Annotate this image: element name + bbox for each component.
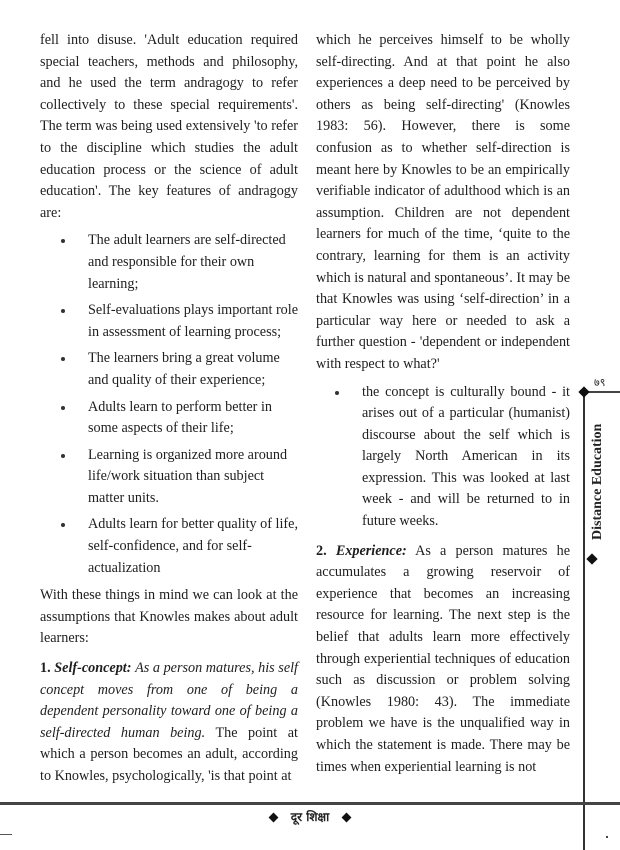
list-item: The learners bring a great volume and quality of their experience; (40, 348, 298, 391)
left-column (40, 30, 298, 788)
list-item: the concept is culturally bound - it arises out of a particular (humanist) discourse about the self which is largely North American in its expression. This was looked at last week - and will be returned to in future weeks. (316, 382, 570, 533)
diamond-left-icon (268, 813, 278, 823)
section-number: 2. (316, 542, 327, 559)
assumptions-paragraph: With these things in mind we can look at the assumptions that Knowles makes about adult learners: (40, 587, 298, 647)
diamond-ornament-icon (586, 553, 597, 564)
footer-title: दूर शिक्षा (290, 810, 330, 824)
andragogy-features-list (40, 230, 298, 579)
criticism-list (316, 382, 570, 533)
section-heading: Self-concept: (54, 660, 132, 677)
list-item: The adult learners are self-directed and responsible for their own learning; (40, 230, 298, 295)
section-self-concept (40, 658, 298, 788)
right-column (316, 30, 570, 778)
margin-mark (0, 834, 12, 835)
page-number: ७९ (594, 376, 606, 389)
diamond-ornament-icon (578, 386, 589, 397)
list-item: Adults learn for better quality of life, self-confidence, and for self-actualization (40, 514, 298, 579)
sidebar-vertical-rule (583, 392, 585, 850)
section-experience (316, 541, 570, 779)
list-item: Self-evaluations plays important role in assessment of learning process; (40, 300, 298, 343)
list-item: Adults learn to perform better in some aspects of their life; (40, 397, 298, 440)
footer-rule (0, 802, 620, 805)
section-heading: Experience: (335, 542, 407, 559)
list-item: Learning is organized more around life/work situation than subject matter units. (40, 445, 298, 510)
intro-paragraph: fell into disuse. 'Adult education required special teachers, methods and philosophy, and he used the term andragogy to refer collectively to these special requirements'. The term was being used extensively 'to refer to the discipline which studies the adult education process or the science of adult education'. The key features of andragogy are: (40, 32, 298, 221)
section-number: 1. (40, 660, 51, 677)
running-section-title: Distance Education (590, 423, 605, 540)
page-footer (0, 808, 620, 825)
margin-dot (606, 836, 608, 838)
section-text: The point at which a person becomes an adult, according to Knowles, psychologically, 'is that point at (40, 724, 298, 784)
diamond-right-icon (342, 813, 352, 823)
knowles-paragraph: which he perceives himself to be wholly self-directing. And at that point he also experiences a deep need to be perceived by others as being self-directing' (Knowles 1983: 56). However, there is some confusion as to whether self-direction is meant here by Knowles to be an empirically verifiable indicator of adulthood which is an assumption. Children are not dependent learners for much of the time, ‘quite to the contrary, learning for them is an activity which is natural and spontaneous’. It may be that Knowles was using ‘self-direction’ in a particular way here or needed to ask a further question - 'dependent or independent with respect to what?' (316, 32, 570, 372)
section-italic-text: As a person matures, his self concept moves from one of being a dependent personality toward one of being a self-directed human being. (40, 660, 298, 741)
section-text: As a person matures he accumulates a growing reservoir of experience that becomes an increasing resource for learning. The next step is the belief that adults learn more effectively through experiential techniques of education such as discussion or problem solving (Knowles 1980: 43). The immediate problem we have is the unqualified way in which the statement is made. There may be times when experiential learning is not (316, 542, 570, 775)
